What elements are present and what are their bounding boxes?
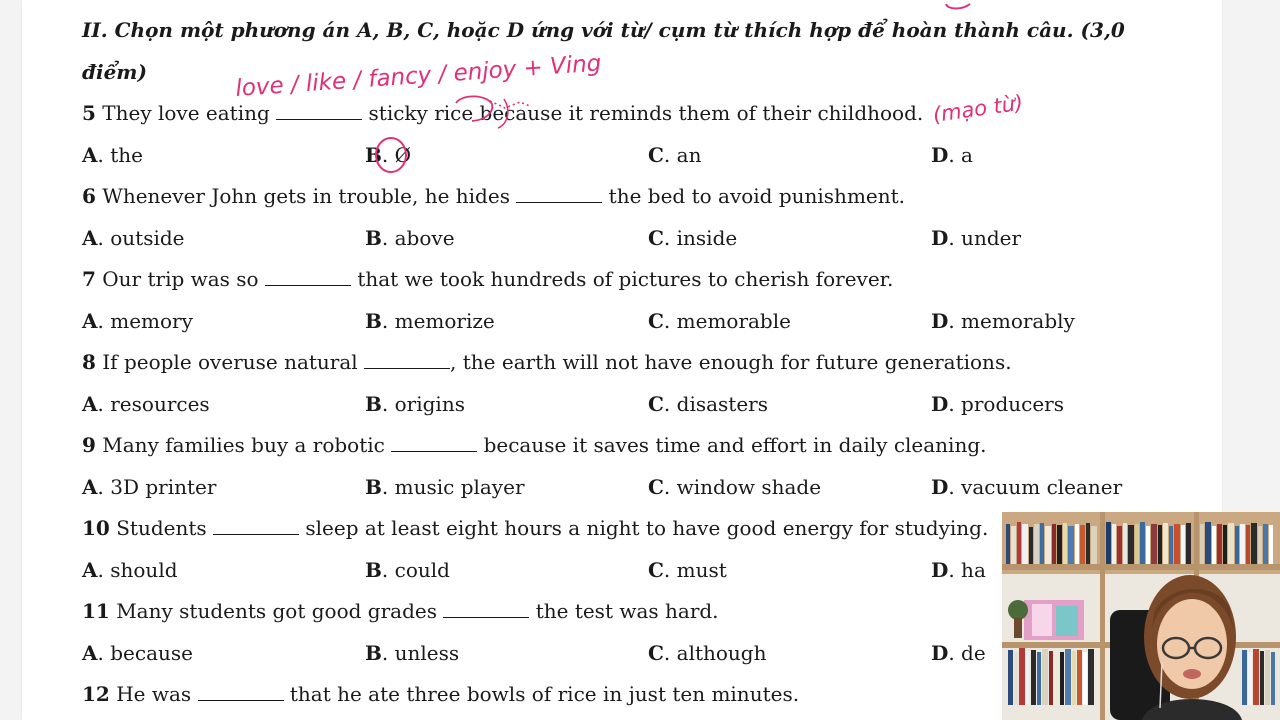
question-text-after: , the earth will not have enough for future generations. — [450, 350, 1012, 374]
option-d: D. a — [931, 143, 973, 167]
webcam-feed — [1002, 512, 1280, 720]
option-d: D. ha — [931, 558, 986, 582]
option-c: C. inside — [648, 226, 738, 250]
question-text-before: Many students got good grades — [109, 599, 444, 623]
option-c: C. window shade — [648, 475, 822, 499]
question-number: 11 — [82, 599, 110, 623]
handwritten-note-verbs: love / like / fancy / enjoy + Ving — [234, 50, 603, 102]
question-number: 7 — [82, 267, 96, 291]
options-row-7 — [82, 308, 1212, 334]
question-text-before: Students — [109, 516, 213, 540]
option-c: C. memorable — [648, 309, 791, 333]
answer-blank — [364, 352, 450, 369]
question-number: 5 — [82, 101, 96, 125]
question-text-before: Many families buy a robotic — [95, 433, 392, 457]
question-text-after: the test was hard. — [529, 599, 719, 623]
question-11 — [82, 598, 719, 624]
option-a: A. memory — [82, 309, 193, 333]
options-row-5 — [82, 142, 1212, 168]
option-d: D. de — [931, 641, 986, 665]
option-d: D. memorably — [931, 309, 1075, 333]
options-row-9 — [82, 474, 1212, 500]
question-12 — [82, 681, 799, 707]
option-a: A. 3D printer — [82, 475, 217, 499]
question-text-after: because it saves time and effort in daily cleaning. — [477, 433, 987, 457]
option-c: C. although — [648, 641, 767, 665]
option-b: B. unless — [365, 641, 460, 665]
question-6 — [82, 183, 905, 209]
option-b: B. could — [365, 558, 450, 582]
question-text-before: If people overuse natural — [95, 350, 365, 374]
option-d: D. vacuum cleaner — [931, 475, 1123, 499]
option-d: D. under — [931, 226, 1022, 250]
answer-blank — [213, 518, 299, 535]
section-title: II. Chọn một phương án A, B, C, hoặc D ứng với từ/ cụm từ thích hợp để hoàn thành câu. (3,0 — [82, 18, 1125, 42]
question-text-after: that we took hundreds of pictures to cherish forever. — [350, 267, 894, 291]
answer-blank — [198, 684, 284, 701]
option-b: B. above — [365, 226, 455, 250]
question-text-after: sleep at least eight hours a night to have good energy for studying. — [299, 516, 989, 540]
option-a: A. should — [82, 558, 178, 582]
option-a: A. the — [82, 143, 144, 167]
answer-blank — [443, 601, 529, 618]
option-d: D. producers — [931, 392, 1065, 416]
question-number: 12 — [82, 682, 110, 706]
question-text-before: They love eating — [95, 101, 277, 125]
question-8 — [82, 349, 1012, 375]
webcam-overlay — [1002, 512, 1280, 720]
question-7 — [82, 266, 893, 292]
question-text-before: He was — [109, 682, 198, 706]
question-9 — [82, 432, 987, 458]
section-title-points: điểm) — [82, 60, 147, 84]
option-b: B. music player — [365, 475, 525, 499]
answer-blank — [516, 186, 602, 203]
handwritten-note-article: (mạo từ) — [931, 90, 1025, 127]
option-a: A. outside — [82, 226, 185, 250]
option-c: C. disasters — [648, 392, 768, 416]
question-text-after: the bed to avoid punishment. — [602, 184, 906, 208]
option-a: A. because — [82, 641, 193, 665]
option-a: A. resources — [82, 392, 210, 416]
question-10 — [82, 515, 988, 541]
question-5 — [82, 100, 923, 126]
question-number: 10 — [82, 516, 110, 540]
question-number: 9 — [82, 433, 96, 457]
question-text-before: Whenever John gets in trouble, he hides — [95, 184, 517, 208]
option-b: B. memorize — [365, 309, 495, 333]
options-row-8 — [82, 391, 1212, 417]
option-c: C. an — [648, 143, 702, 167]
question-number: 6 — [82, 184, 96, 208]
answer-blank — [276, 103, 362, 120]
question-text-after: that he ate three bowls of rice in just ten minutes. — [283, 682, 800, 706]
question-text-before: Our trip was so — [95, 267, 265, 291]
answer-blank — [391, 435, 477, 452]
option-b: B. origins — [365, 392, 465, 416]
option-b: B. Ø — [365, 143, 412, 167]
question-number: 8 — [82, 350, 96, 374]
question-text-after: sticky rice because it reminds them of their childhood. — [362, 101, 924, 125]
answer-blank — [265, 269, 351, 286]
options-row-6 — [82, 225, 1212, 251]
option-c: C. must — [648, 558, 727, 582]
